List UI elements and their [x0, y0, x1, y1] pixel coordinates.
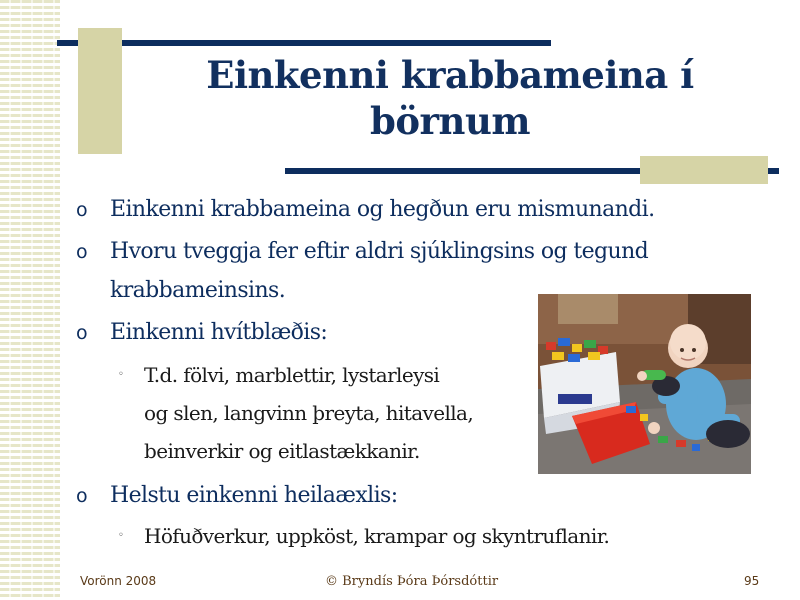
footer-author: © Bryndís Þóra Þórsdóttir	[325, 574, 499, 589]
left-stripe-border	[0, 0, 60, 600]
sub-bullet-marker: ◦	[118, 530, 124, 541]
bullet-marker: o	[76, 485, 88, 507]
footer-page-number: 95	[744, 574, 760, 588]
bullet-text: Helstu einkenni heilaæxlis:	[110, 483, 398, 508]
bullet-text: krabbameinsins.	[110, 278, 286, 303]
slide-title: Einkenni krabbameina í börnum	[206, 53, 694, 143]
bullet-marker: o	[76, 322, 88, 344]
bullet-text: Einkenni krabbameina og hegðun eru mismunandi.	[110, 197, 655, 222]
bullet-marker: o	[76, 199, 88, 221]
tan-accent-block-left	[78, 28, 122, 154]
footer-semester: Vorönn 2008	[80, 574, 157, 588]
tan-accent-block-right	[640, 156, 768, 184]
sub-bullet-text: Höfuðverkur, uppköst, krampar og skyntruflanir.	[144, 524, 610, 548]
sub-bullet-text: og slen, langvinn þreyta, hitavella,	[144, 401, 474, 425]
bullet-text: Hvoru tveggja fer eftir aldri sjúklingsins og tegund	[110, 239, 649, 264]
child-playing-with-toys-photo	[538, 294, 751, 474]
bullet-text: Einkenni hvítblæðis:	[110, 320, 328, 345]
title-top-bar	[57, 40, 551, 46]
bullet-marker: o	[76, 241, 88, 263]
sub-bullet-marker: ◦	[118, 369, 124, 380]
sub-bullet-text: T.d. fölvi, marblettir, lystarleysi	[144, 363, 440, 387]
sub-bullet-text: beinverkir og eitlastækkanir.	[144, 439, 420, 463]
